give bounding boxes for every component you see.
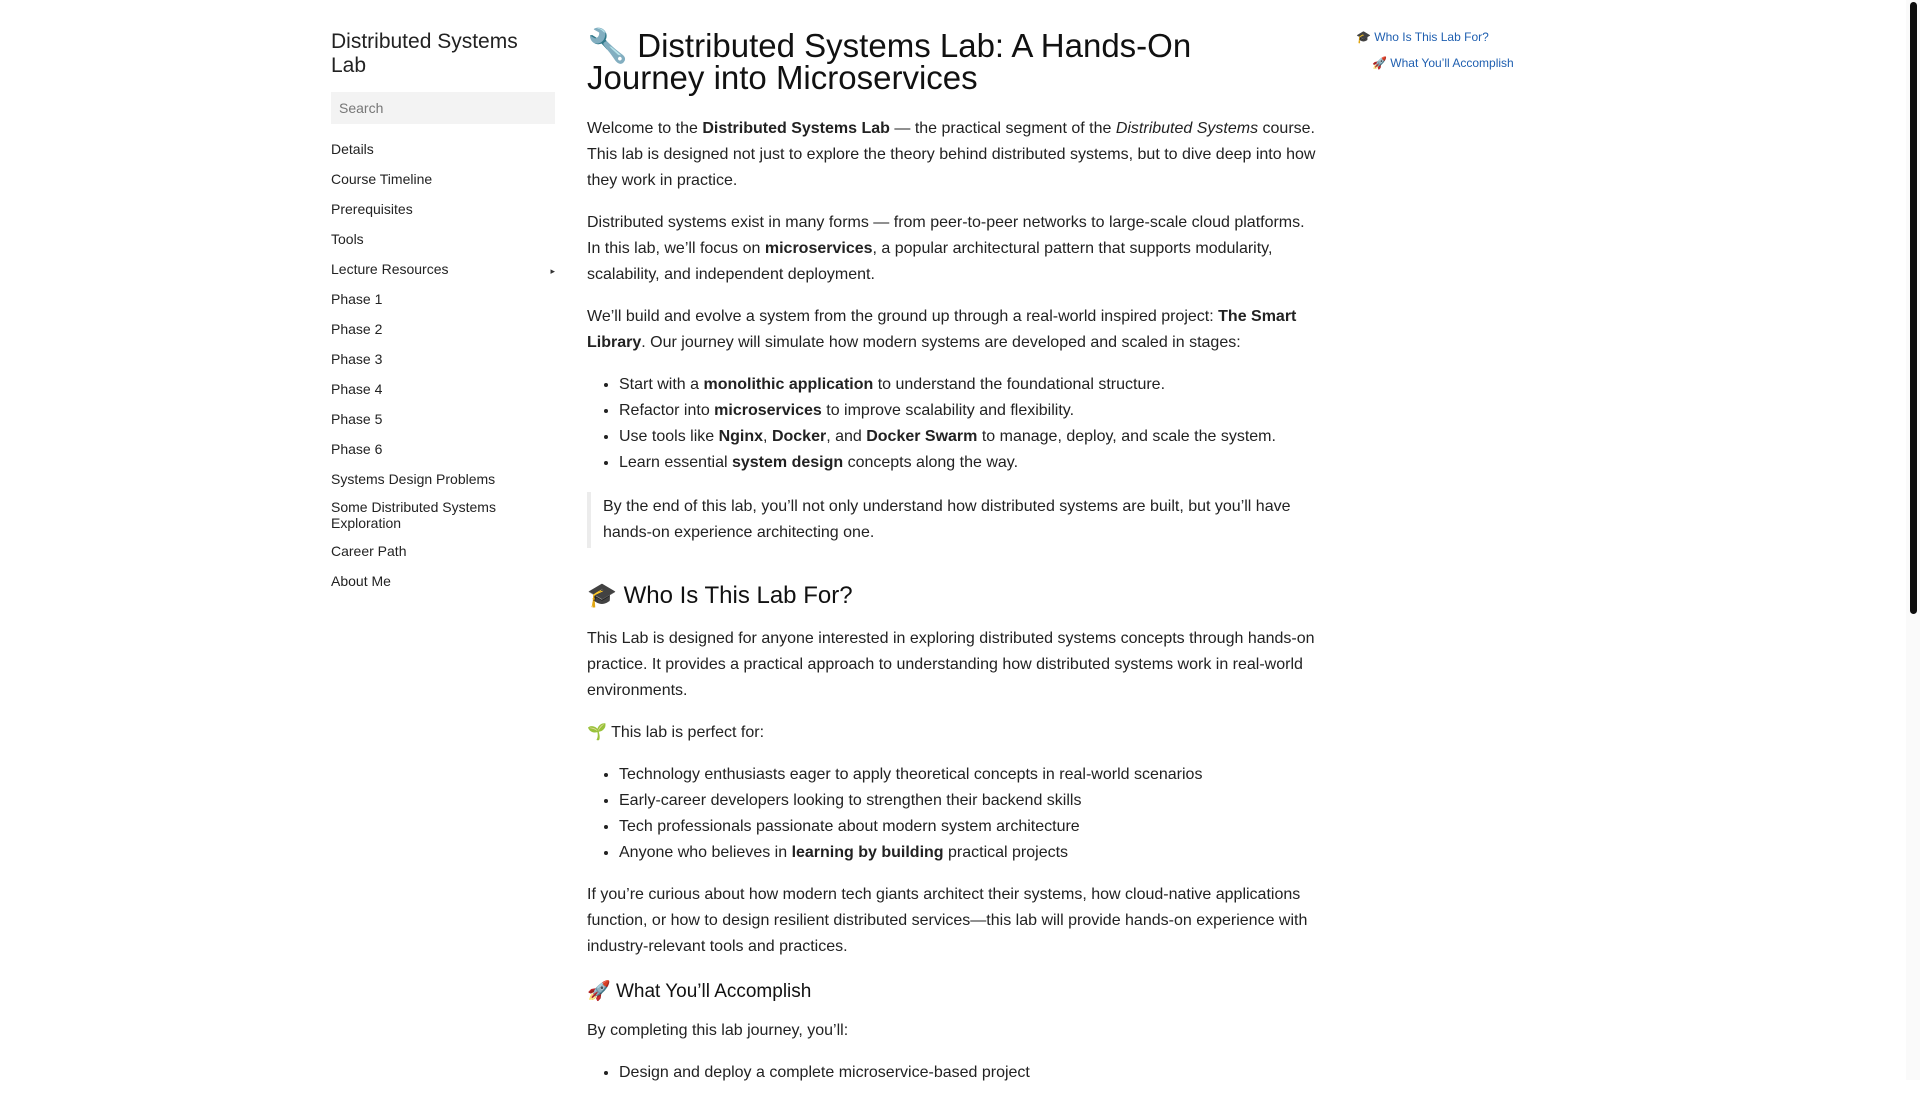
text-strong: microservices: [764, 240, 873, 257]
journey-steps-list: [587, 372, 1317, 476]
sidebar-item-phase-5[interactable]: Phase 5: [331, 411, 383, 427]
intro-paragraph: [587, 116, 1317, 194]
sidebar-item-course-timeline[interactable]: Course Timeline: [331, 171, 433, 187]
toc-link-text: Who Is This Lab For?: [1374, 30, 1489, 44]
list-item: [619, 424, 1317, 450]
sidebar-item-phase-4[interactable]: Phase 4: [331, 381, 383, 397]
text-strong: learning by building: [791, 844, 944, 861]
text-em: Distributed Systems: [1115, 120, 1259, 137]
sidebar-item-systems-design-problems[interactable]: Systems Design Problems: [331, 471, 496, 487]
who-paragraph: If you’re curious about how modern tech giants architect their systems, how cloud-native applications function, or how to design resilient distributed services—this lab will provide hands-on experience with industry-relevant tools and practices.: [587, 886, 1308, 955]
list-item: • Tech professionals passionate about modern system architecture: [619, 814, 1317, 840]
expand-arrow-icon[interactable]: ▸: [550, 266, 555, 276]
list-item: [619, 840, 1317, 866]
text: ,: [763, 428, 772, 445]
list-item: [619, 450, 1317, 476]
rocket-icon: 🚀: [587, 981, 611, 1002]
toc-link-text: What You’ll Accomplish: [1390, 56, 1514, 70]
text: Distributed systems exist in many forms — from peer-to-peer networks to large-scale cloud platforms. In this lab, we’ll focus on: [587, 214, 1305, 257]
section-heading-text: Who Is This Lab For?: [623, 582, 853, 609]
text-strong: Nginx: [718, 428, 764, 445]
table-of-contents: [1356, 30, 1514, 70]
graduation-cap-icon: 🎓: [1356, 30, 1371, 44]
sidebar-item-phase-6[interactable]: Phase 6: [331, 441, 383, 457]
text: practical projects: [943, 844, 1069, 861]
search-input[interactable]: [331, 92, 555, 124]
text-strong: The Smart Library: [587, 308, 1297, 351]
graduation-cap-icon: 🎓: [587, 582, 617, 609]
text-strong: microservices: [714, 402, 822, 419]
list-item: • Design and deploy a complete microservice-based project: [619, 1060, 1317, 1086]
text: to improve scalability and flexibility.: [821, 402, 1075, 419]
sidebar-item-prerequisites[interactable]: Prerequisites: [331, 201, 413, 217]
text: course. This lab is designed not just to explore the theory behind distributed systems, but to dive deep into how they work in practice.: [587, 120, 1316, 189]
list-item: • Early-career developers looking to strengthen their backend skills: [619, 788, 1317, 814]
quote-text: By the end of this lab, you’ll not only understand how distributed systems are built, but you’ll have hands-on experience architecting one.: [603, 498, 1291, 541]
list-item: [619, 398, 1317, 424]
sidebar-item-about-me[interactable]: About Me: [331, 573, 391, 589]
sidebar-item-lecture-resources[interactable]: [331, 254, 555, 284]
sidebar-item-phase-3[interactable]: Phase 3: [331, 351, 383, 367]
text: We’ll build and evolve a system from the ground up through a real-world inspired project:: [587, 308, 1219, 325]
sidebar-nav: [331, 134, 555, 596]
text: — the practical segment of the: [889, 120, 1116, 137]
sidebar: [331, 30, 555, 596]
text: Refactor into: [619, 402, 715, 419]
who-paragraph: This Lab is designed for anyone interested in exploring distributed systems concepts through hands-on practice. It provides a practical approach to understanding how distributed systems work in real-world environments.: [587, 630, 1315, 699]
text-strong: Docker Swarm: [866, 428, 978, 445]
sidebar-item-phase-1[interactable]: Phase 1: [331, 291, 383, 307]
list-item: • Technology enthusiasts eager to apply theoretical concepts in real-world scenarios: [619, 762, 1317, 788]
main-content: [587, 27, 1317, 1102]
intro-paragraph: [587, 210, 1317, 288]
text: to understand the foundational structure.: [873, 376, 1166, 393]
list-item: [619, 372, 1317, 398]
scrollbar-thumb[interactable]: [1910, 2, 1917, 614]
text: to manage, deploy, and scale the system.: [977, 428, 1276, 445]
vertical-scrollbar[interactable]: [1906, 0, 1920, 1080]
text: Anyone who believes in: [619, 844, 792, 861]
text: This lab is perfect for:: [611, 724, 765, 741]
seedling-icon: 🌱: [587, 724, 607, 741]
text: Welcome to the: [587, 120, 703, 137]
text-strong: monolithic application: [703, 376, 874, 393]
text-strong: Distributed Systems Lab: [702, 120, 890, 137]
toc-link-what-youll-accomplish[interactable]: [1372, 56, 1514, 70]
accomplish-paragraph: By completing this lab journey, you’ll:: [587, 1022, 849, 1039]
text: concepts along the way.: [843, 454, 1019, 471]
text-strong: Docker: [771, 428, 827, 445]
sidebar-item-phase-2[interactable]: Phase 2: [331, 321, 383, 337]
text: Use tools like: [619, 428, 719, 445]
text-strong: system design: [731, 454, 844, 471]
text: , and: [826, 428, 867, 445]
section-heading-text: What You’ll Accomplish: [615, 981, 812, 1002]
sidebar-item-career-path[interactable]: Career Path: [331, 543, 407, 559]
page-title-text: Distributed Systems Lab: A Hands-On Journey into Microservices: [587, 27, 1192, 96]
sidebar-item-distributed-systems-exploration[interactable]: Some Distributed Systems Exploration: [331, 499, 496, 531]
text: Start with a: [619, 376, 704, 393]
audience-list: [587, 762, 1317, 866]
wrench-icon: 🔧: [587, 27, 629, 64]
page-title: [587, 27, 1317, 96]
text: . Our journey will simulate how modern systems are developed and scaled in stages:: [641, 334, 1241, 351]
perfect-for-line: [587, 720, 1317, 746]
accomplish-list: [587, 1060, 1317, 1086]
toc-link-who-is-this-lab-for[interactable]: [1356, 30, 1514, 44]
sidebar-item-details[interactable]: Details: [331, 141, 374, 157]
site-title[interactable]: Distributed Systems Lab: [331, 30, 518, 77]
summary-quote: [587, 492, 1317, 548]
text: Learn essential: [619, 454, 732, 471]
rocket-icon: 🚀: [1372, 56, 1387, 70]
sidebar-item-tools[interactable]: Tools: [331, 231, 364, 247]
section-heading-accomplish: [587, 980, 1317, 1004]
sidebar-item-label: Lecture Resources: [331, 261, 449, 277]
text: , a popular architectural pattern that supports modularity, scalability, and independent deployment.: [587, 240, 1273, 283]
section-heading-who: [587, 582, 1317, 610]
intro-paragraph: [587, 304, 1317, 356]
